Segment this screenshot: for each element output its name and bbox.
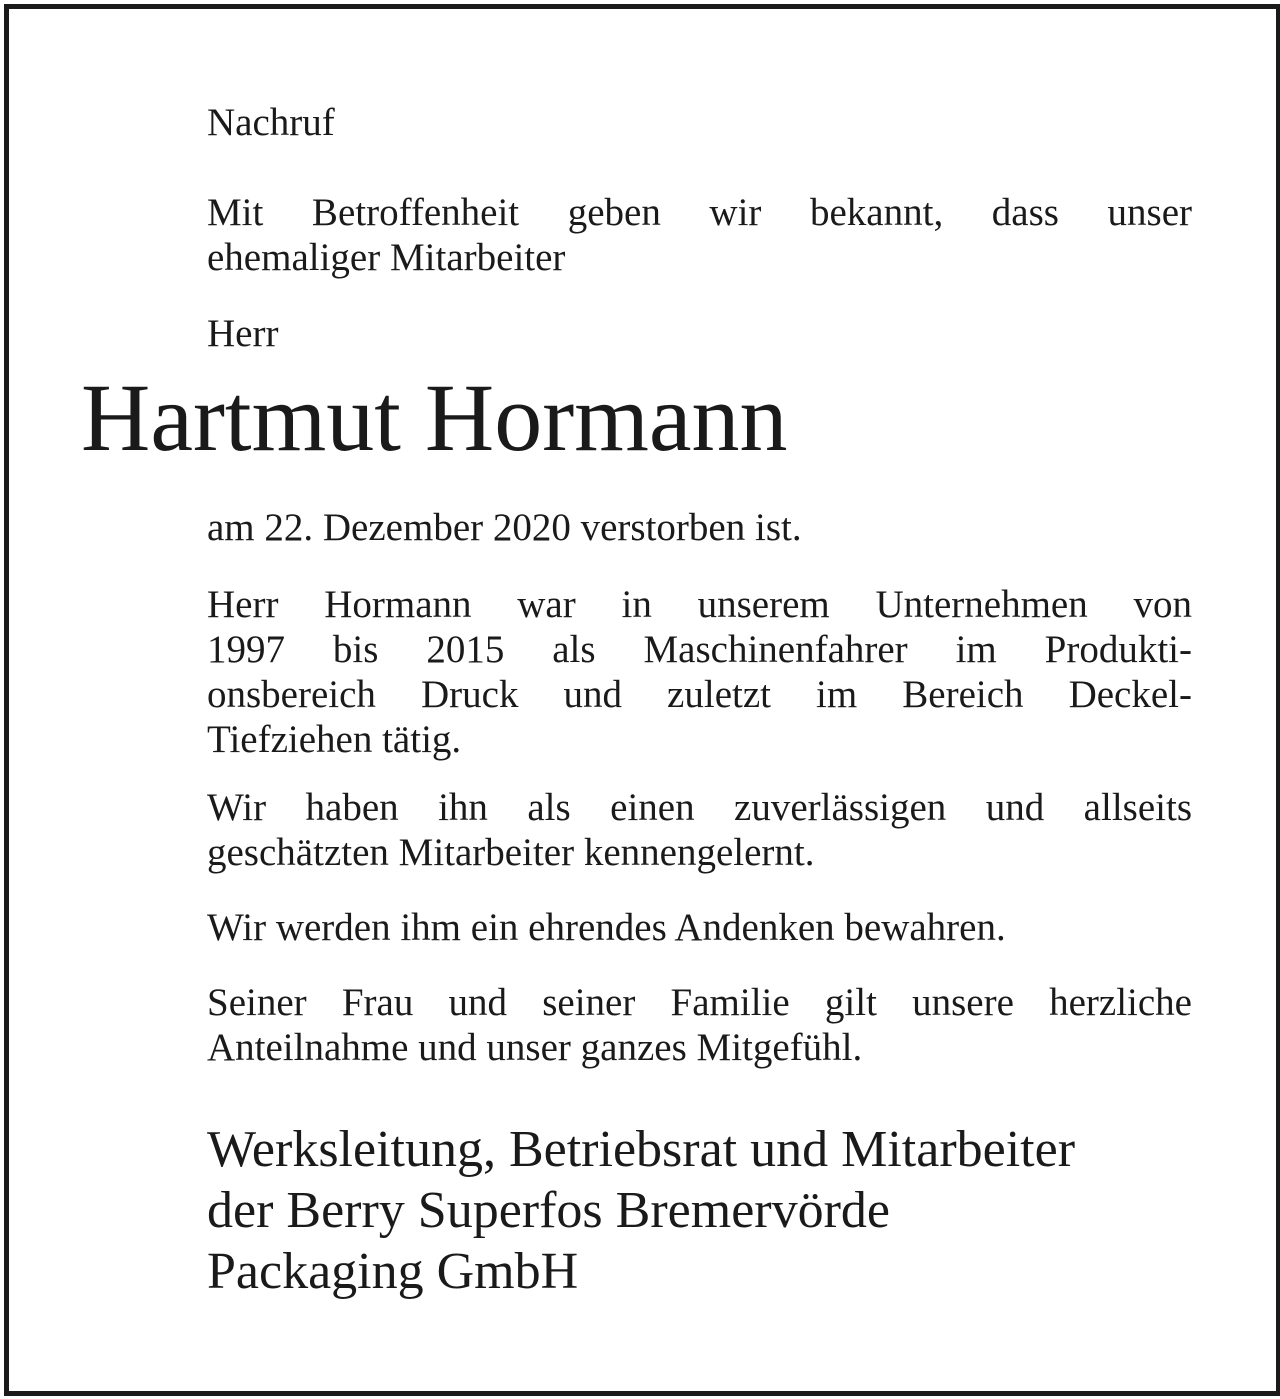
career-line: Tiefziehen tätig. [207, 718, 462, 761]
career-paragraph [207, 582, 1192, 762]
signature-block [207, 1119, 1192, 1302]
intro-paragraph [207, 190, 1192, 280]
notice-heading: Nachruf [207, 101, 335, 144]
career-line: Herr Hormann war in unserem Unternehmen von [207, 583, 1192, 626]
signature-line: Werksleitung, Betriebsrat und Mitarbeiter [207, 1121, 1076, 1178]
intro-line: ehemaliger Mitarbeiter [207, 236, 566, 279]
signature-line: der Berry Superfos Bremervörde [207, 1182, 890, 1239]
appreciation-line: geschätzten Mitarbeiter kennengelernt. [207, 831, 815, 874]
signature-line: Packaging GmbH [207, 1243, 579, 1300]
remembrance-line: Wir werden ihm ein ehrendes Andenken bewahren. [207, 906, 1006, 949]
appreciation-line: Wir haben ihn als einen zuverlässigen und allseits [207, 786, 1192, 829]
condolence-line: Anteilnahme und unser ganzes Mitgefühl. [207, 1026, 863, 1069]
intro-line: Mit Betroffenheit geben wir bekannt, dass unser [207, 191, 1192, 234]
condolence-paragraph [207, 980, 1192, 1070]
appreciation-paragraph [207, 785, 1192, 875]
deceased-name: Hartmut Hormann [81, 364, 788, 471]
condolence-line: Seiner Frau und seiner Familie gilt unsere herzliche [207, 981, 1192, 1024]
date-of-death-line: am 22. Dezember 2020 verstorben ist. [207, 506, 802, 549]
salutation: Herr [207, 312, 279, 355]
career-line: 1997 bis 2015 als Maschinenfahrer im Produkti- [207, 628, 1192, 671]
career-line: onsbereich Druck und zuletzt im Bereich Deckel- [207, 673, 1192, 716]
